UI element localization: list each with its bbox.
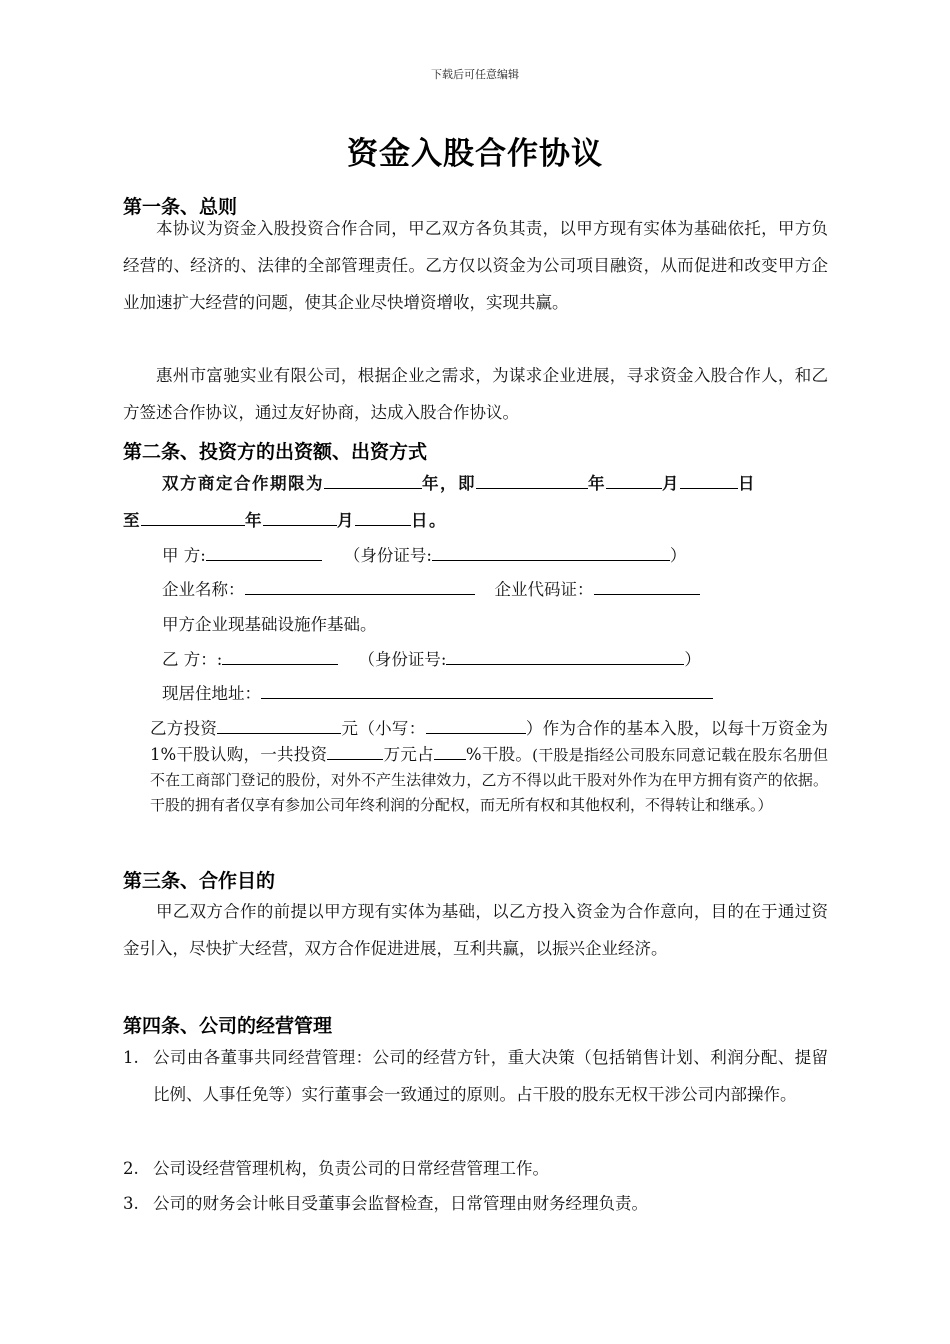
- term-line-1-c: 年: [588, 474, 606, 493]
- start-month-blank[interactable]: [606, 472, 662, 489]
- invest-text-c: ）作为合作的基本入股，以每十万资金为 1%干股认购，一共投资: [150, 719, 829, 764]
- term-line-2-b: 年: [245, 511, 263, 530]
- party-a-note: 甲方企业现基础设施作基础。: [162, 615, 377, 634]
- term-line-2-a: 至: [123, 511, 141, 530]
- term-line-1: [162, 472, 756, 496]
- invest-total-blank[interactable]: [327, 743, 383, 760]
- invest-text-d: 万元占: [383, 745, 434, 764]
- party-a-name-blank[interactable]: [206, 544, 322, 561]
- section-1-paragraph-2: 惠州市富驰实业有限公司，根据企业之需求，为谋求企业进展，寻求资金入股合作人，和乙方签述合作协议，通过友好协商，达成入股合作协议。: [123, 366, 828, 422]
- list-item-3: [123, 1185, 828, 1222]
- list-item-3-number: 3.: [123, 1194, 139, 1213]
- list-item-1-number: 1.: [123, 1048, 139, 1067]
- party-b-name-blank[interactable]: [222, 648, 338, 665]
- address-line: [162, 682, 713, 706]
- party-a-label: 甲 方:: [162, 546, 206, 565]
- address-blank[interactable]: [261, 682, 713, 699]
- list-item-2: [123, 1150, 828, 1187]
- start-day-blank[interactable]: [680, 472, 738, 489]
- company-name-label: 企业名称：: [162, 580, 245, 599]
- list-item-2-text: 公司设经营管理机构，负责公司的日常经营管理工作。: [153, 1159, 549, 1178]
- party-a-line: [162, 544, 686, 568]
- invest-text-b: 元（小写：: [341, 719, 426, 738]
- list-item-3-text: 公司的财务会计帐目受董事会监督检查，日常管理由财务经理负责。: [153, 1194, 648, 1213]
- party-b-id-end: ）: [684, 650, 701, 669]
- party-b-label: 乙 方：:: [162, 650, 223, 669]
- section-3-paragraph: 甲乙双方合作的前提以甲方现有实体为基础，以乙方投入资金为合作意向，目的在于通过资金引入，尽快扩大经营，双方合作促进进展，互利共赢，以振兴企业经济。: [123, 902, 828, 958]
- term-line-2: [123, 509, 447, 533]
- document-title: 资金入股合作协议: [347, 136, 603, 172]
- company-code-blank[interactable]: [594, 578, 700, 595]
- end-day-blank[interactable]: [355, 509, 411, 526]
- company-name-blank[interactable]: [245, 578, 475, 595]
- section-1-paragraph-1: 本协议为资金入股投资合作合同，甲乙双方各负其责，以甲方现有实体为基础依托，甲方负经营的、经济的、法律的全部管理责任。乙方仅以资金为公司项目融资，从而促进和改变甲方企业加速扩大经营的问题，使其企业尽快增资增收，实现共赢。: [123, 219, 828, 312]
- invest-text-a: 乙方投资: [150, 719, 218, 738]
- invest-text-e: %干股。: [465, 745, 533, 764]
- list-item-1: [123, 1039, 828, 1113]
- party-a-id-blank[interactable]: [432, 544, 670, 561]
- term-line-1-e: 日: [738, 474, 756, 493]
- invest-amount-lower-blank[interactable]: [426, 717, 526, 734]
- section-2-heading: 第二条、投资方的出资额、出资方式: [123, 441, 428, 463]
- company-code-label: 企业代码证：: [494, 580, 594, 599]
- investment-paragraph: [150, 716, 828, 818]
- invest-amount-blank[interactable]: [217, 717, 341, 734]
- term-years-blank[interactable]: [324, 472, 422, 489]
- party-b-line: [162, 648, 701, 672]
- section-3-heading: 第三条、合作目的: [123, 870, 276, 892]
- invest-note: (干股是指经公司股东同意记载在股东名册但不在工商部门登记的股份，对外不产生法律效力，乙方不得以此干股对外作为在甲方拥有资产的依据。干股的拥有者仅享有参加公司年终利润的分配权，而无所有权和其他权利，不得转让和继承。）: [150, 746, 828, 814]
- address-label: 现居住地址：: [162, 684, 261, 703]
- term-line-2-d: 日。: [411, 511, 447, 530]
- invest-percent-blank[interactable]: [434, 743, 466, 760]
- term-line-1-a: 双方商定合作期限为: [162, 474, 324, 493]
- end-year-blank[interactable]: [141, 509, 245, 526]
- party-b-id-blank[interactable]: [446, 648, 684, 665]
- company-line: [162, 578, 700, 602]
- end-month-blank[interactable]: [263, 509, 337, 526]
- term-line-1-d: 月: [662, 474, 680, 493]
- start-year-blank[interactable]: [476, 472, 588, 489]
- section-1-heading: 第一条、总则: [123, 196, 238, 218]
- term-line-2-c: 月: [337, 511, 355, 530]
- party-a-id-end: ）: [669, 546, 687, 565]
- section-4-heading: 第四条、公司的经营管理: [123, 1015, 333, 1037]
- party-b-id-label: （身份证号:: [358, 650, 447, 669]
- list-item-2-number: 2.: [123, 1159, 139, 1178]
- list-item-1-text: 公司由各董事共同经营管理：公司的经营方针，重大决策（包括销售计划、利润分配、提留比例、人事任免等）实行董事会一致通过的原则。占干股的股东无权干涉公司内部操作。: [153, 1048, 828, 1104]
- header-note: 下载后可任意编辑: [431, 68, 519, 81]
- party-a-id-label: （身份证号:: [343, 546, 432, 565]
- term-line-1-b: 年，即: [422, 474, 476, 493]
